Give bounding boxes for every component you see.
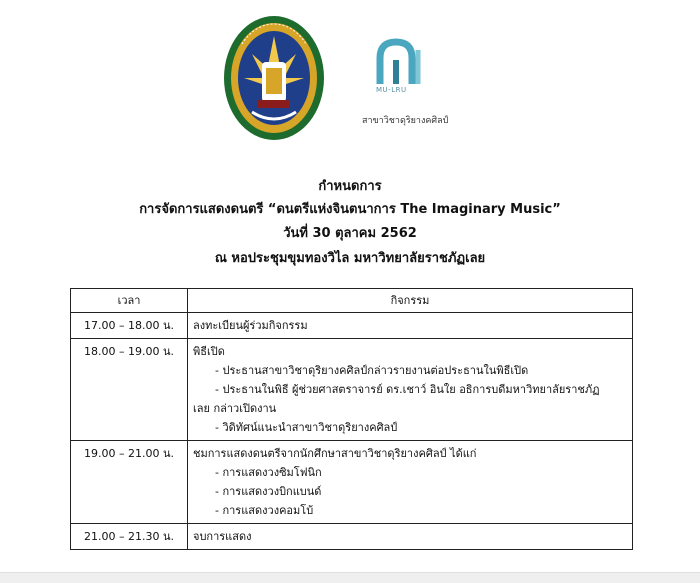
table-header-row — [71, 289, 633, 313]
time-cell: 18.00 – 19.00 น. — [71, 339, 188, 441]
activity-item: - การแสดงวงบิกแบนด์ — [215, 485, 322, 498]
document-title: กำหนดการ — [318, 179, 382, 194]
table-row — [71, 339, 633, 441]
table-row — [71, 313, 633, 339]
activity-item: - วิดิทัศน์แนะนำสาขาวิชาดุริยางคศิลป์ — [215, 421, 398, 434]
table-row — [71, 524, 633, 550]
time-cell: 19.00 – 21.00 น. — [71, 441, 188, 524]
schedule-table — [70, 288, 633, 550]
activity-cell — [188, 339, 633, 441]
university-seal-logo — [222, 14, 326, 142]
activity-cell — [188, 441, 633, 524]
activity-title: ลงทะเบียนผู้ร่วมกิจกรรม — [193, 319, 308, 332]
window-bottom-bar — [0, 572, 700, 583]
time-column-header: เวลา — [71, 289, 188, 313]
time-cell: 21.00 – 21.30 น. — [71, 524, 188, 550]
activity-item: - การแสดงวงคอมโบ้ — [215, 504, 314, 517]
activity-item: - ประธานในพิธี ผู้ช่วยศาสตราจารย์ ดร.เชาว์ อินใย อธิการบดีมหาวิทยาลัยราชภัฏ — [215, 383, 600, 396]
mu-lru-label: MU-LRU — [376, 86, 407, 94]
activity-title: ชมการแสดงดนตรีจากนักศึกษาสาขาวิชาดุริยางคศิลป์ ได้แก่ — [193, 447, 477, 460]
activity-item-continuation: เลย กล่าวเปิดงาน — [193, 402, 277, 415]
event-name: การจัดการแสดงดนตรี “ดนตรีแห่งจินตนาการ The Imaginary Music” — [139, 202, 561, 217]
event-venue: ณ หอประชุมขุมทองวิไล มหาวิทยาลัยราชภัฏเลย — [214, 251, 486, 266]
table-row — [71, 441, 633, 524]
activity-title: พิธีเปิด — [193, 345, 225, 358]
department-name: สาขาวิชาดุริยางคศิลป์ — [362, 116, 449, 126]
activity-item: - ประธานสาขาวิชาดุริยางคศิลป์กล่าวรายงานต่อประธานในพิธีเปิด — [215, 364, 529, 377]
activity-cell — [188, 313, 633, 339]
activity-item: - การแสดงวงซิมโฟนิก — [215, 466, 322, 479]
event-date: วันที่ 30 ตุลาคม 2562 — [283, 226, 417, 241]
activity-cell — [188, 524, 633, 550]
activity-column-header: กิจกรรม — [188, 289, 633, 313]
time-cell: 17.00 – 18.00 น. — [71, 313, 188, 339]
activity-title: จบการแสดง — [193, 530, 252, 543]
